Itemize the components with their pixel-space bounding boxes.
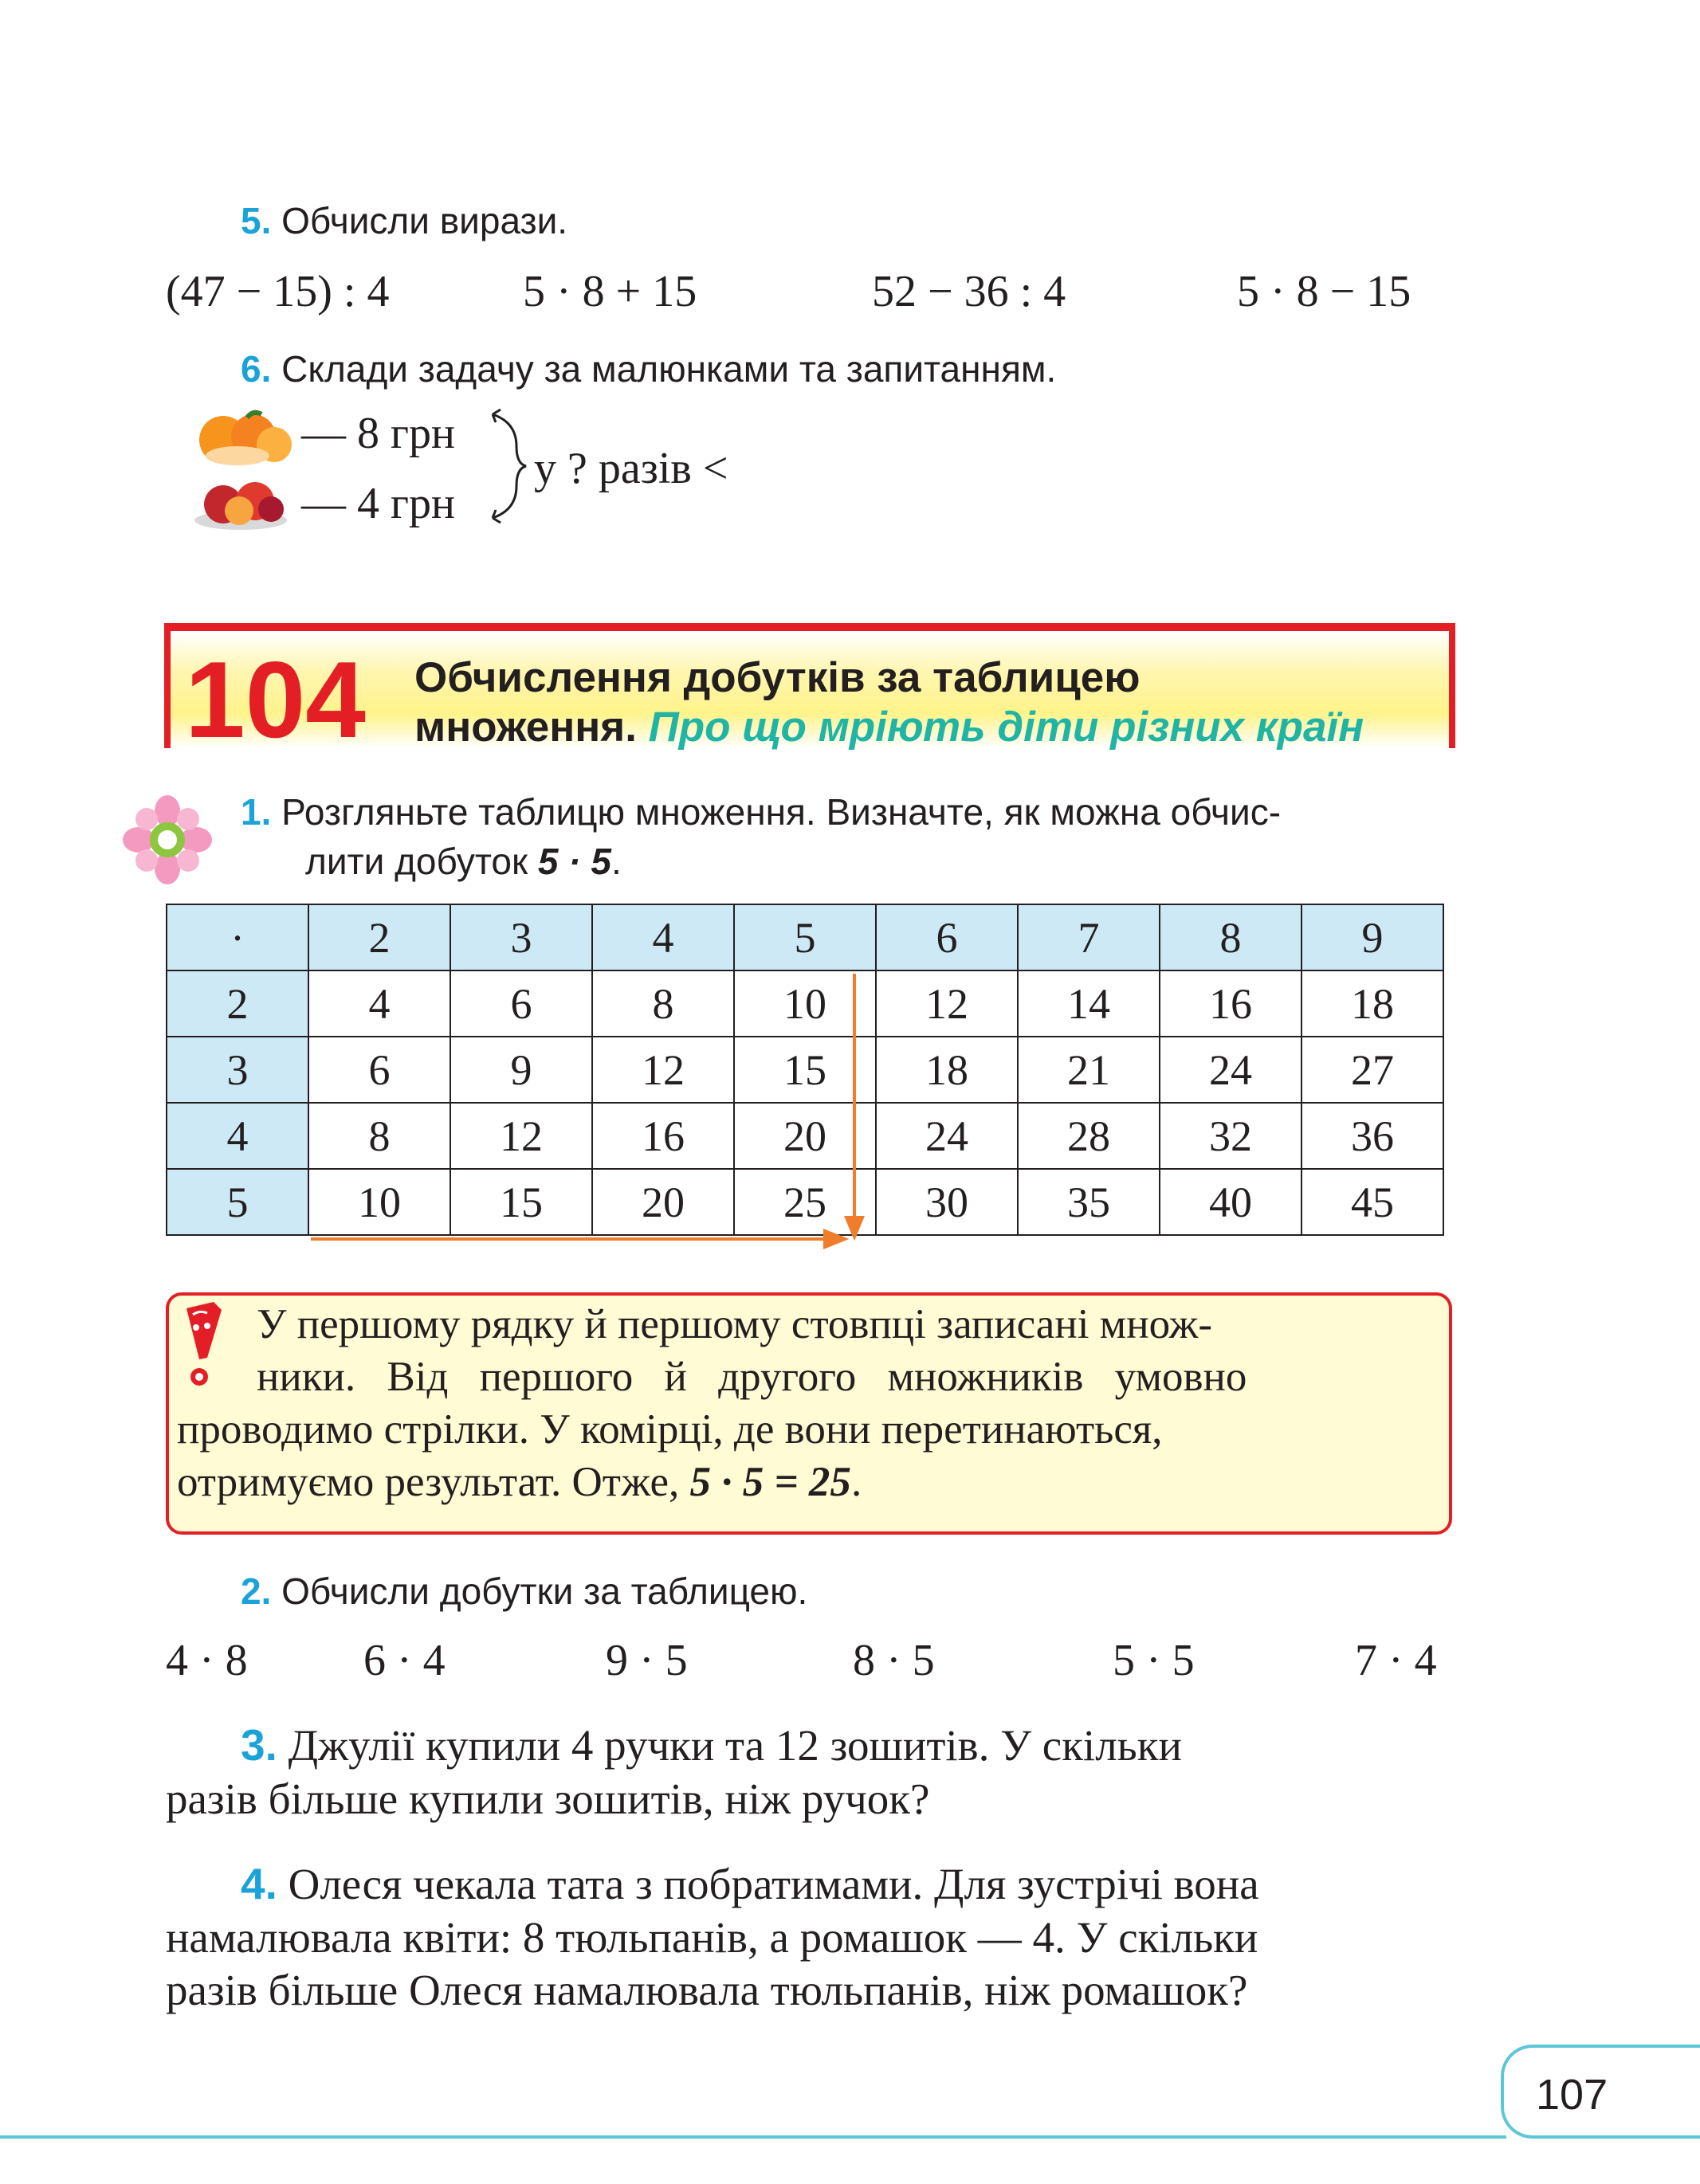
table-cell: 16 xyxy=(592,1103,734,1169)
table-cell: 9 xyxy=(450,1037,592,1103)
table-row-header: 4 xyxy=(167,1103,308,1169)
expression: 6 · 4 xyxy=(363,1636,446,1685)
exercise-number: 6. xyxy=(241,348,272,390)
table-cell: 25 xyxy=(734,1169,876,1235)
table-cell: 12 xyxy=(450,1103,592,1169)
table-cell: 21 xyxy=(1018,1037,1160,1103)
exercise-text: Джулії купили 4 ручки та 12 зошитів. У скільки xyxy=(288,1721,1182,1770)
comparison-question: у ? разів < xyxy=(534,444,728,493)
exercise-2-heading xyxy=(241,1570,807,1613)
table-cell: 10 xyxy=(308,1169,450,1235)
table-header-row xyxy=(167,904,1443,970)
exercise-number: 2. xyxy=(241,1570,272,1612)
exercise-text: Обчисли вирази. xyxy=(281,200,568,241)
exercise-1-line-2 xyxy=(305,840,622,883)
table-cell: 6 xyxy=(308,1037,450,1103)
table-header-cell: 2 xyxy=(308,904,450,970)
lesson-title-line-2 xyxy=(414,703,1364,751)
exercise-number: 5. xyxy=(241,200,272,241)
table-cell: 30 xyxy=(876,1169,1018,1235)
rule-text: ники. Від першого й другого множників умовно xyxy=(257,1354,1247,1400)
period: . xyxy=(611,841,622,882)
table-cell: 24 xyxy=(876,1103,1018,1169)
product-expression: 5 · 5 xyxy=(537,841,611,882)
lesson-subtitle: Про що мріють діти різних країн xyxy=(648,704,1364,751)
exercise-6-heading xyxy=(241,347,1056,390)
flower-icon xyxy=(120,794,215,886)
exercise-3-line-2: разів більше купили зошитів, ніж ручок? xyxy=(166,1774,930,1823)
exercise-text: Обчисли добутки за таблицею. xyxy=(281,1570,808,1612)
exercise-text: лити добуток xyxy=(305,841,528,882)
table-header-cell: 5 xyxy=(734,904,876,970)
table-row-header: 5 xyxy=(167,1169,308,1235)
table-cell: 32 xyxy=(1160,1103,1302,1169)
expression: 8 · 5 xyxy=(853,1636,935,1685)
table-header-cell: 8 xyxy=(1160,904,1302,970)
table-cell: 16 xyxy=(1160,970,1302,1037)
rule-text: отримуємо результат. Отже, xyxy=(177,1459,680,1505)
brace-arrow xyxy=(486,406,534,526)
table-cell: 8 xyxy=(308,1103,450,1169)
table-cell: 45 xyxy=(1302,1169,1443,1235)
table-cell: 40 xyxy=(1160,1169,1302,1235)
table-cell: 12 xyxy=(592,1037,734,1103)
exclamation-icon xyxy=(182,1299,230,1394)
table-cell: 10 xyxy=(734,970,876,1037)
exercise-4-line-3: разів більше Олеся намалювала тюльпанів, ніж ромашок? xyxy=(166,1966,1248,2014)
table-cell: 28 xyxy=(1018,1103,1160,1169)
table-cell: 27 xyxy=(1302,1037,1443,1103)
table-cell: 12 xyxy=(876,970,1018,1037)
table-header-cell: 9 xyxy=(1302,904,1443,970)
page-number: 107 xyxy=(1536,2071,1608,2119)
table-arrows xyxy=(303,964,877,1251)
expression: (47 − 15) : 4 xyxy=(166,267,390,316)
table-cell: 14 xyxy=(1018,970,1160,1037)
page-number-tab xyxy=(1501,2045,1700,2139)
table-row-header: 2 xyxy=(167,970,308,1037)
table-cell: 15 xyxy=(734,1037,876,1103)
table-cell: 6 xyxy=(450,970,592,1037)
orange-price: — 8 грн xyxy=(301,409,455,458)
row-arrowhead xyxy=(825,1231,845,1247)
apple-price: — 4 грн xyxy=(301,479,455,528)
expression: 4 · 8 xyxy=(166,1636,248,1685)
expression: 5 · 8 − 15 xyxy=(1237,267,1411,316)
rule-text: проводимо стрілки. У комірці, де вони перетинаються, xyxy=(177,1406,1163,1453)
table-header-cell: 4 xyxy=(592,904,734,970)
lesson-banner xyxy=(164,623,1455,760)
exercise-number: 1. xyxy=(241,791,272,833)
period: . xyxy=(850,1459,862,1505)
expression: 9 · 5 xyxy=(606,1636,688,1685)
table-cell: 4 xyxy=(308,970,450,1037)
table-cell: 18 xyxy=(1302,970,1443,1037)
apples-icon xyxy=(191,474,295,534)
table-header-cell: · xyxy=(167,904,308,970)
rule-box xyxy=(166,1292,1452,1535)
table-header-cell: 3 xyxy=(450,904,592,970)
column-arrowhead xyxy=(846,1217,862,1237)
oranges-icon xyxy=(191,406,295,470)
table-header-cell: 6 xyxy=(876,904,1018,970)
exercise-1-line-1 xyxy=(241,790,1281,833)
table-cell: 15 xyxy=(450,1169,592,1235)
expression: 5 · 8 + 15 xyxy=(523,267,697,316)
lesson-title: Обчислення добутків за таблицею xyxy=(414,654,1141,701)
rule-text: У першому рядку й першому стовпці записані множ- xyxy=(257,1301,1213,1347)
rule-conclusion xyxy=(177,1458,862,1506)
exercise-number: 3. xyxy=(241,1720,277,1770)
exercise-text: Розгляньте таблицю множення. Визначте, як можна обчис- xyxy=(281,791,1282,833)
table-cell: 36 xyxy=(1302,1103,1443,1169)
table-cell: 18 xyxy=(876,1037,1018,1103)
table-cell: 24 xyxy=(1160,1037,1302,1103)
exercise-text: Олеся чекала тата з побратимами. Для зустрічі вона xyxy=(288,1860,1259,1908)
table-cell: 8 xyxy=(592,970,734,1037)
exercise-5-heading xyxy=(241,199,567,242)
exercise-4-line-1 xyxy=(241,1858,1259,1909)
expression: 7 · 4 xyxy=(1355,1636,1437,1685)
lesson-number: 104 xyxy=(185,639,366,760)
exercise-3-line-1 xyxy=(241,1719,1452,1770)
lesson-title-end: множення. xyxy=(414,704,637,751)
expression: 52 − 36 : 4 xyxy=(872,267,1066,316)
table-cell: 20 xyxy=(734,1103,876,1169)
table-cell: 20 xyxy=(592,1169,734,1235)
table-header-cell: 7 xyxy=(1018,904,1160,970)
expression: 5 · 5 xyxy=(1113,1636,1195,1685)
exercise-number: 4. xyxy=(241,1859,277,1908)
table-cell: 35 xyxy=(1018,1169,1160,1235)
bottom-divider xyxy=(0,2135,1506,2139)
exercise-text: Склади задачу за малюнками та запитанням. xyxy=(281,348,1057,390)
table-row-header: 3 xyxy=(167,1037,308,1103)
exercise-4-line-2: намалювала квіти: 8 тюльпанів, а ромашок — 4. У скільки xyxy=(166,1913,1258,1962)
rule-result: 5 · 5 = 25 xyxy=(689,1459,851,1505)
